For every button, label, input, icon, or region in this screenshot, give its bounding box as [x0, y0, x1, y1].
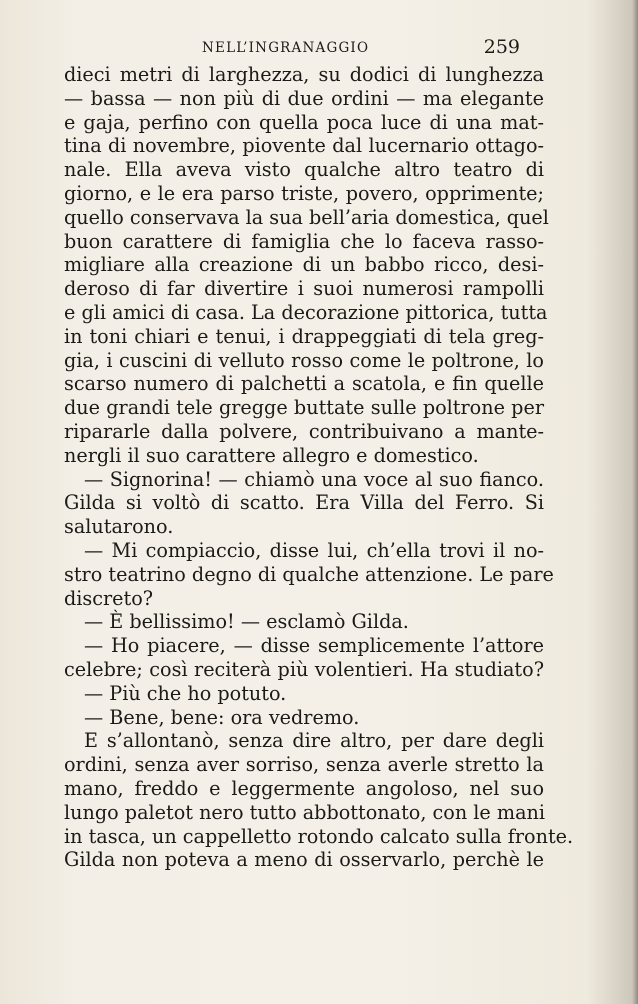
- page-edge-shadow: [632, 0, 638, 1004]
- page-header: [190, 36, 520, 60]
- text-line: — Bene, bene: ora vedremo.: [84, 705, 360, 729]
- text-line: nale. Ella aveva visto qualche altro teatro di: [64, 158, 544, 182]
- text-line: salutarono.: [64, 515, 174, 539]
- text-line: scarso numero di palchetti a scatola, e fin quelle: [64, 372, 544, 396]
- text-line: deroso di far divertire i suoi numerosi rampolli: [64, 277, 544, 301]
- text-line: e gli amici di casa. La decorazione pittorica, tutta: [64, 300, 548, 324]
- text-line: lungo paletot nero tutto abbottonato, con le mani: [64, 800, 546, 824]
- text-line: due grandi tele gregge buttate sulle poltrone per: [64, 396, 544, 420]
- text-line: tina di novembre, piovente dal lucernario ottago-: [64, 134, 544, 158]
- running-head: NELL’INGRANAGGIO: [202, 40, 370, 56]
- text-line: buon carattere di famiglia che lo faceva rasso-: [64, 229, 544, 253]
- text-line: giorno, e le era parso triste, povero, opprimente;: [64, 181, 544, 205]
- text-line: nergli il suo carattere allegro e domestico.: [64, 443, 479, 467]
- text-line: celebre; così reciterà più volentieri. Ha studiato?: [64, 657, 544, 681]
- text-line: E s’allontanò, senza dire altro, per dare degli: [84, 729, 544, 753]
- text-line: migliare alla creazione di un babbo ricco, desi-: [64, 253, 544, 277]
- text-line: mano, freddo e leggermente angoloso, nel suo: [64, 776, 544, 800]
- text-line: quello conservava la sua bell’aria domestica, quel: [64, 205, 549, 229]
- text-line: Gilda non poteva a meno di osservarlo, perchè le: [64, 848, 544, 872]
- text-line: — Ho piacere, — disse semplicemente l’attore: [84, 634, 544, 658]
- text-line: — bassa — non più di due ordini — ma elegante: [64, 86, 544, 110]
- text-line: gia, i cuscini di velluto rosso come le poltrone, lo: [64, 348, 544, 372]
- page-number: 259: [483, 36, 520, 58]
- text-line: — È bellissimo! — esclamò Gilda.: [84, 610, 409, 634]
- text-line: in tasca, un cappelletto rotondo calcato sulla fronte.: [64, 824, 574, 848]
- text-line: — Signorina! — chiamò una voce al suo fianco.: [84, 467, 544, 491]
- text-line: ordini, senza aver sorriso, senza averle stretto la: [64, 753, 544, 777]
- text-line: — Mi compiaccio, disse lui, ch’ella trovi il no-: [84, 538, 544, 562]
- text-line: stro teatrino degno di qualche attenzione. Le pare: [64, 562, 554, 586]
- body-text: [64, 63, 574, 872]
- text-line: ripararle dalla polvere, contribuivano a mante-: [64, 419, 544, 443]
- text-line: Gilda si voltò di scatto. Era Villa del Ferro. Si: [64, 491, 544, 515]
- text-line: discreto?: [64, 586, 154, 610]
- text-line: dieci metri di larghezza, su dodici di lunghezza: [64, 63, 544, 86]
- text-line: e gaja, perfino con quella poca luce di una mat-: [64, 110, 544, 134]
- text-line: — Più che ho potuto.: [84, 681, 287, 705]
- text-line: in toni chiari e tenui, i drappeggiati di tela greg-: [64, 324, 544, 348]
